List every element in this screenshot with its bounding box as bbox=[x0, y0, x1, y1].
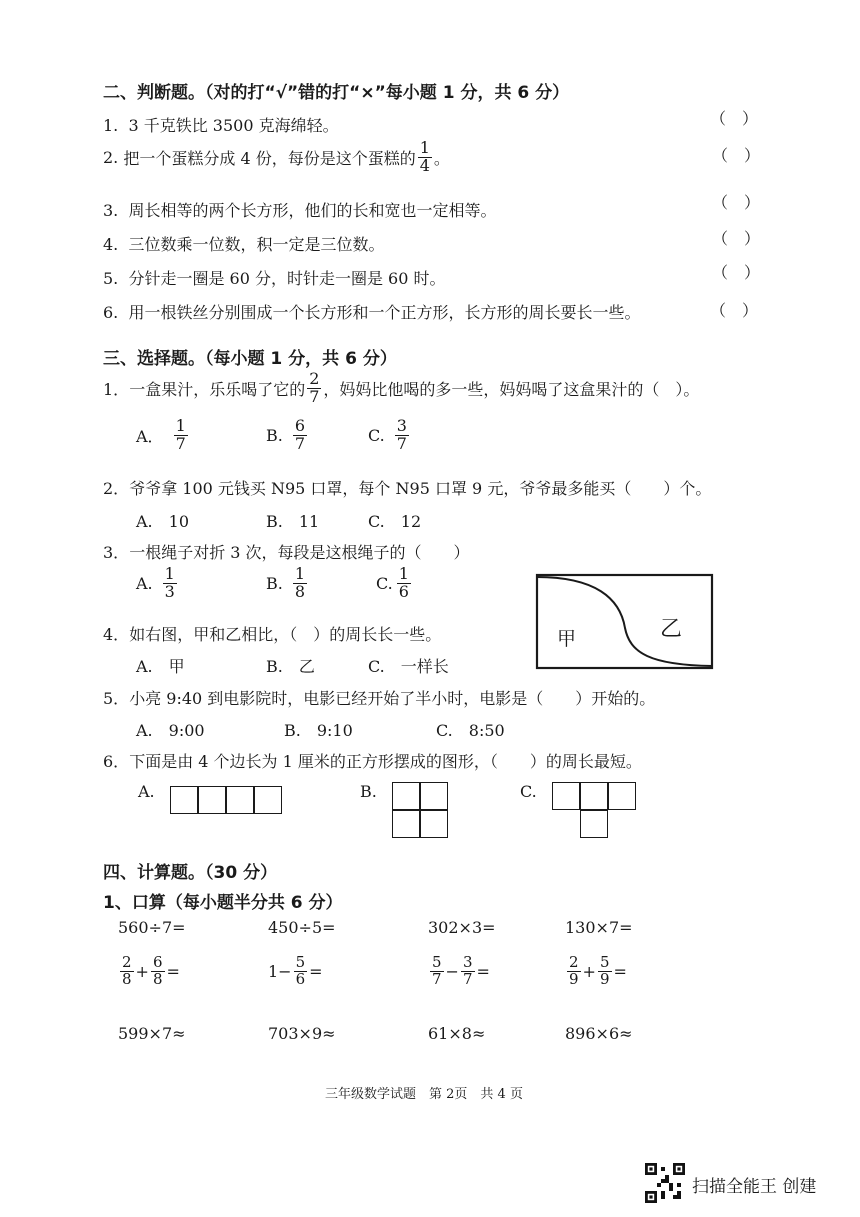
q2-option-b[interactable]: B. 11 bbox=[266, 512, 320, 531]
calc-r1-1: 560÷7= bbox=[118, 918, 186, 937]
item-text: 把一个蛋糕分成 4 份，每份是这个蛋糕的 bbox=[123, 148, 416, 168]
page-footer: 三年级数学试题 第 2页 共 4 页 bbox=[325, 1087, 523, 1102]
q6-option-b-label[interactable]: B. bbox=[360, 782, 377, 801]
q4-option-c[interactable]: C. 一样长 bbox=[368, 657, 449, 676]
q5-option-c[interactable]: C. 8:50 bbox=[436, 721, 505, 740]
judge-item-2: 2. 把一个蛋糕分成 4 份，每份是这个蛋糕的 $\frac{1}{4}$ 。 bbox=[103, 138, 450, 175]
item-text: 周长相等的两个长方形，他们的长和宽也一定相等。 bbox=[128, 201, 497, 220]
section2-title: 二、判断题。（对的打“√”错的打“×”每小题 1 分，共 6 分） bbox=[103, 83, 570, 103]
item-number: 5. bbox=[103, 269, 119, 288]
watermark-text: 扫描全能王 创建 bbox=[692, 1177, 817, 1197]
item-number: 3. bbox=[103, 201, 119, 220]
calc-r2-1: $\frac{2}{8}$ + $\frac{6}{8}$ = bbox=[122, 953, 180, 988]
judge-item-5 bbox=[103, 266, 446, 289]
fraction: $\frac{1}{6}$ bbox=[398, 564, 409, 601]
q5-option-b[interactable]: B. 9:10 bbox=[284, 721, 353, 740]
fraction: $\frac{6}{7}$ bbox=[294, 416, 306, 453]
figure-label-yi: 乙 bbox=[660, 617, 683, 642]
calc-r1-4: 130×7= bbox=[565, 918, 633, 937]
choice-q3: 3．一根绳子对折 3 次，每段是这根绳子的（ ） bbox=[103, 543, 470, 562]
answer-paren[interactable]: （ ） bbox=[712, 263, 761, 282]
q2-option-a[interactable]: A. 10 bbox=[136, 512, 190, 531]
fraction: $\frac{3}{7}$ bbox=[396, 416, 407, 453]
q6-option-a-label[interactable]: A. bbox=[138, 782, 155, 801]
answer-paren[interactable]: （ ） bbox=[710, 109, 759, 128]
item-text: 用一根铁丝分别围成一个长方形和一个正方形，长方形的周长要长一些。 bbox=[128, 303, 641, 322]
calc-r1-3: 302×3= bbox=[428, 918, 496, 937]
q3-option-b[interactable]: B. $\frac{1}{8}$ bbox=[266, 564, 306, 601]
judge-item-4 bbox=[103, 232, 384, 255]
item-text: 三位数乘一位数，积一定是三位数。 bbox=[128, 235, 385, 254]
answer-paren[interactable]: （ ） bbox=[712, 146, 761, 165]
section4-title: 四、计算题。（30 分） bbox=[103, 863, 278, 883]
fraction: $\frac{1}{8}$ bbox=[294, 564, 306, 601]
calc-r2-2: 1− $\frac{5}{6}$ = bbox=[268, 953, 323, 988]
figure-curve bbox=[537, 577, 712, 666]
calc-r3-2: 703×9≈ bbox=[268, 1024, 336, 1043]
q6-option-c-label[interactable]: C. bbox=[520, 782, 537, 801]
fraction: $\frac{1}{7}$ bbox=[175, 416, 186, 453]
answer-paren[interactable]: （ ） bbox=[712, 193, 761, 212]
item-number: 6. bbox=[103, 303, 119, 322]
choice-q1: 1． 一盒果汁，乐乐喝了它的 $\frac{2}{7}$ ，妈妈比他喝的多一些，妈妈喝了这盒果汁的（ ）。 bbox=[103, 369, 700, 406]
choice-q4: 4．如右图，甲和乙相比，（ ）的周长长一些。 bbox=[103, 625, 442, 644]
fraction: $\frac{1}{4}$ bbox=[419, 138, 430, 175]
q4-option-b[interactable]: B. 乙 bbox=[266, 657, 315, 676]
q1-option-c[interactable]: C. $\frac{3}{7}$ bbox=[368, 416, 407, 453]
fraction: $\frac{1}{3}$ bbox=[164, 564, 175, 601]
q2-option-c[interactable]: C. 12 bbox=[368, 512, 422, 531]
choice-q5: 5．小亮 9:40 到电影院时，电影已经开始了半小时，电影是（ ）开始的。 bbox=[103, 689, 656, 708]
qr-code-icon bbox=[645, 1163, 685, 1203]
calc-r2-3: $\frac{5}{7}$ − $\frac{3}{7}$ = bbox=[432, 953, 490, 988]
q1-option-a[interactable]: A． $\frac{1}{7}$ bbox=[136, 416, 186, 453]
q3-option-a[interactable]: A. $\frac{1}{3}$ bbox=[136, 564, 175, 601]
figure-label-jia: 甲 bbox=[557, 628, 577, 650]
fraction: $\frac{2}{7}$ bbox=[309, 369, 320, 406]
q5-option-a[interactable]: A. 9:00 bbox=[136, 721, 205, 740]
calc-r2-4: $\frac{2}{9}$ + $\frac{5}{9}$ = bbox=[569, 953, 627, 988]
jia-yi-figure bbox=[535, 573, 715, 671]
calc-r1-2: 450÷5= bbox=[268, 918, 336, 937]
q3-option-c[interactable]: C. $\frac{1}{6}$ bbox=[376, 564, 409, 601]
calc-r3-1: 599×7≈ bbox=[118, 1024, 186, 1043]
q1-option-b[interactable]: B. $\frac{6}{7}$ bbox=[266, 416, 306, 453]
q4-option-a[interactable]: A. 甲 bbox=[136, 657, 185, 676]
judge-item-6 bbox=[103, 300, 640, 323]
answer-paren[interactable]: （ ） bbox=[712, 229, 761, 248]
section4-sub1: 1、口算（每小题半分共 6 分） bbox=[103, 893, 343, 913]
calc-r3-4: 896×6≈ bbox=[565, 1024, 633, 1043]
calc-r3-3: 61×8≈ bbox=[428, 1024, 486, 1043]
judge-item-3 bbox=[103, 198, 496, 221]
item-number: 2. bbox=[103, 147, 119, 167]
item-text: 分针走一圈是 60 分，时针走一圈是 60 时。 bbox=[128, 269, 446, 288]
judge-item-1 bbox=[103, 113, 339, 136]
section3-title: 三、选择题。（每小题 1 分，共 6 分） bbox=[103, 349, 397, 369]
item-number: 1. bbox=[103, 116, 119, 135]
choice-q2: 2．爷爷拿 100 元钱买 N95 口罩，每个 N95 口罩 9 元，爷爷最多能买（ ）个。 bbox=[103, 479, 712, 498]
item-number: 4. bbox=[103, 235, 119, 254]
item-text: 3 千克铁比 3500 克海绵轻。 bbox=[128, 116, 339, 135]
choice-q6: 6．下面是由 4 个边长为 1 厘米的正方形摆成的图形，（ ）的周长最短。 bbox=[103, 752, 642, 771]
answer-paren[interactable]: （ ） bbox=[710, 301, 759, 320]
